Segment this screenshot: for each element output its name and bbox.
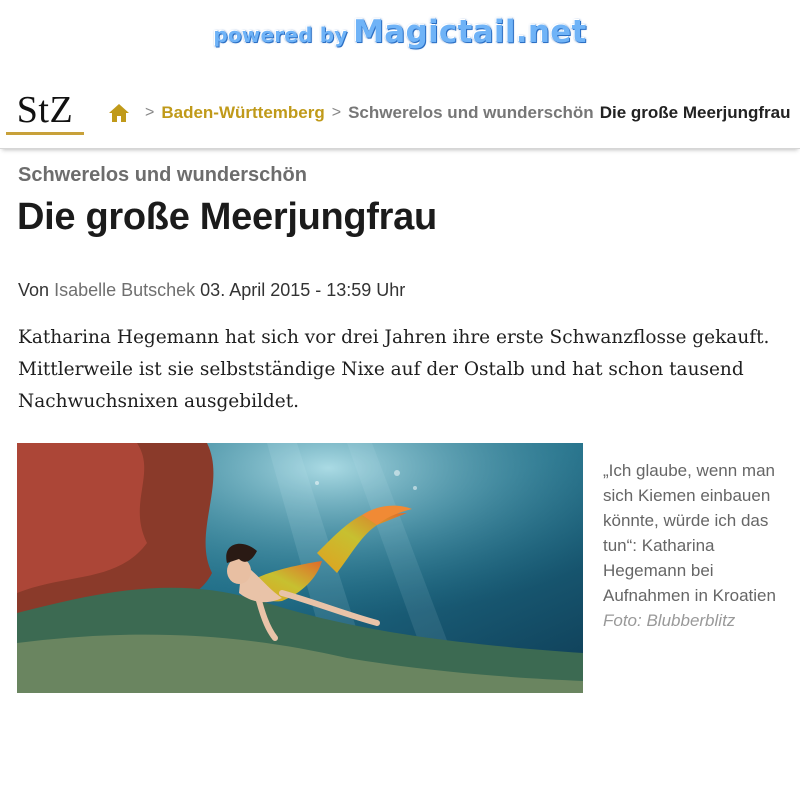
byline-date: 03. April 2015 - 13:59 Uhr [200,280,406,300]
breadcrumb-link-section[interactable]: Baden-Württemberg [161,103,325,122]
article-headline: Die große Meerjungfrau [17,196,437,238]
breadcrumb-link-topic[interactable]: Schwerelos und wunderschön [348,103,594,122]
watermark-prefix: powered by [213,23,348,47]
watermark-brand: Magictail.net [353,14,587,50]
site-header [0,78,800,149]
byline-prefix: Von [18,280,50,300]
breadcrumb [108,100,791,126]
byline-author-link[interactable]: Isabelle Butschek [54,280,196,300]
article-byline [18,280,405,301]
photo-credit: Foto: Blubberblitz [603,611,736,630]
logo-underline [6,132,84,135]
article-photo[interactable] [17,443,583,693]
breadcrumb-separator: > [145,104,155,121]
breadcrumb-separator: > [331,104,342,121]
image-caption [603,458,793,633]
mermaid-underwater-image [17,443,583,693]
breadcrumb-current: Die große Meerjungfrau [599,103,791,122]
site-logo[interactable]: StZ [16,89,74,131]
article-kicker: Schwerelos und wunderschön [18,164,307,186]
article-lead: Katharina Hegemann hat sich vor drei Jahren ihre erste Schwanzflosse gekauft. Mittlerweile ist sie selbstständige Nixe auf der Ostalb und hat schon tausend Nachwuchsnixen ausgebildet. [18,327,770,412]
home-icon[interactable] [108,103,130,123]
caption-text: „Ich glaube, wenn man sich Kiemen einbauen könnte, würde ich das tun“: Katharina Hegemann bei Aufnahmen in Kroatien [603,461,776,605]
watermark [0,14,800,50]
